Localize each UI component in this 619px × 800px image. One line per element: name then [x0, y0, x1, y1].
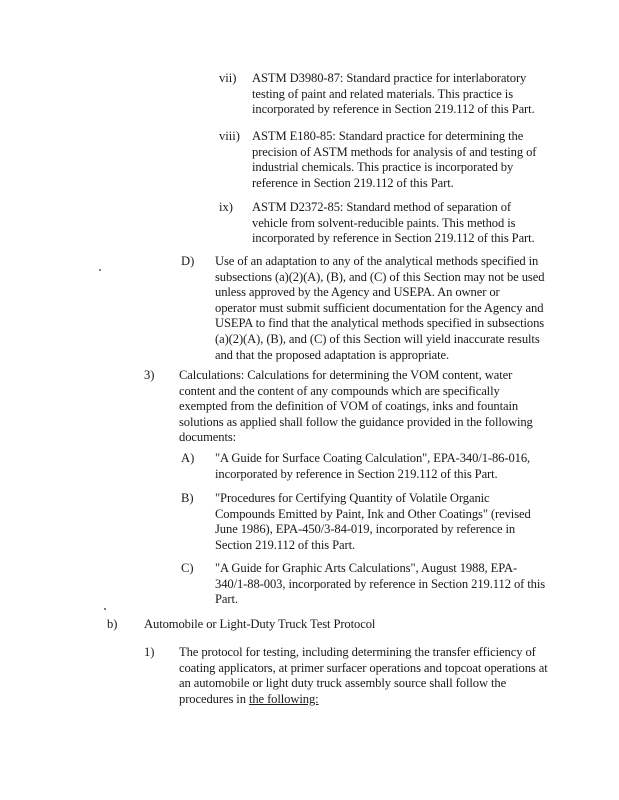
item-label-B: B) [181, 491, 194, 505]
item-C-text [215, 561, 545, 608]
item-label-1: 1) [144, 645, 155, 659]
text-line: content and the content of any compounds which are specifically [179, 383, 500, 398]
item-label-D: D) [181, 254, 195, 268]
text-line: Compounds Emitted by Paint, Ink and Other Coatings" (revised [215, 506, 531, 521]
text-line: Use of an adaptation to any of the analytical methods specified in [215, 254, 539, 268]
text-line: coating applicators, at primer surfacer operations and topcoat operations at [179, 660, 548, 675]
text-line: unless approved by the Agency and USEPA. An owner or [215, 285, 500, 300]
scan-speck [104, 608, 106, 610]
item-1-text [179, 645, 548, 707]
text-line: Part. [215, 592, 238, 607]
item-label-vii: vii) [219, 71, 237, 85]
text-line: USEPA to find that the analytical methods specified in subsections [215, 316, 545, 331]
section-heading-text: Automobile or Light-Duty Truck Test Protocol [144, 617, 376, 631]
item-label-ix: ix) [219, 200, 233, 214]
text-line: "Procedures for Certifying Quantity of Volatile Organic [215, 491, 490, 505]
text-line: The protocol for testing, including determining the transfer efficiency of [179, 645, 536, 659]
text-line: reference in Section 219.112 of this Part. [252, 175, 454, 190]
item-label-3: 3) [144, 368, 155, 382]
item-3-text [179, 368, 533, 446]
section-label-b: b) [107, 617, 118, 631]
item-label-viii: viii) [219, 129, 240, 143]
text-line: and that the proposed adaptation is appropriate. [215, 347, 450, 362]
text-line: exempted from the definition of VOM of coatings, inks and fountain [179, 399, 519, 414]
text-line: ASTM D2372-85: Standard method of separation of [252, 200, 512, 214]
text-line-prefix: procedures in [179, 691, 249, 706]
text-line: ASTM D3980-87: Standard practice for interlaboratory [252, 71, 527, 85]
text-line: incorporated by reference in Section 219.112 of this Part. [252, 102, 535, 117]
item-D-text [215, 254, 544, 363]
scan-speck [99, 269, 101, 271]
text-line: Calculations: Calculations for determining the VOM content, water [179, 368, 513, 382]
text-line: documents: [179, 430, 237, 445]
text-line: an automobile or light duty truck assembly source shall follow the [179, 676, 507, 691]
text-line: industrial chemicals. This practice is incorporated by [252, 160, 514, 175]
text-line: vehicle from solvent-reducible paints. This method is [252, 215, 516, 230]
item-A-text [215, 451, 530, 482]
text-line: subsections (a)(2)(A), (B), and (C) of this Section may not be used [215, 269, 545, 284]
text-line: incorporated by reference in Section 219.112 of this Part. [215, 466, 498, 481]
text-line: (a)(2)(A), (B), and (C) of this Section will yield inaccurate results [215, 331, 540, 346]
item-vii-text [252, 71, 535, 118]
item-label-A: A) [181, 451, 195, 465]
item-viii-text [252, 129, 536, 191]
item-label-C: C) [181, 561, 194, 575]
text-line: 340/1-88-003, incorporated by reference in Section 219.112 of this [215, 576, 546, 591]
text-line: incorporated by reference in Section 219.112 of this Part. [252, 231, 535, 246]
text-line: testing of paint and related materials. This practice is [252, 86, 513, 101]
text-line: ASTM E180-85: Standard practice for determining the [252, 129, 524, 143]
item-B-text [215, 491, 531, 553]
text-line: operator must submit sufficient documentation for the Agency and [215, 300, 544, 315]
text-line: Section 219.112 of this Part. [215, 537, 356, 552]
text-line: precision of ASTM methods for analysis of and testing of [252, 144, 537, 159]
text-line: solutions as applied shall follow the guidance provided in the following [179, 414, 533, 429]
item-ix-text [252, 200, 535, 247]
text-line: June 1986), EPA-450/3-84-019, incorporated by reference in [215, 522, 516, 537]
underlined-text: the following: [248, 691, 319, 706]
text-line: "A Guide for Surface Coating Calculation", EPA-340/1-86-016, [215, 451, 531, 465]
text-line: "A Guide for Graphic Arts Calculations", August 1988, EPA- [215, 561, 518, 575]
text-line [179, 692, 548, 708]
section-heading-b [144, 617, 375, 633]
